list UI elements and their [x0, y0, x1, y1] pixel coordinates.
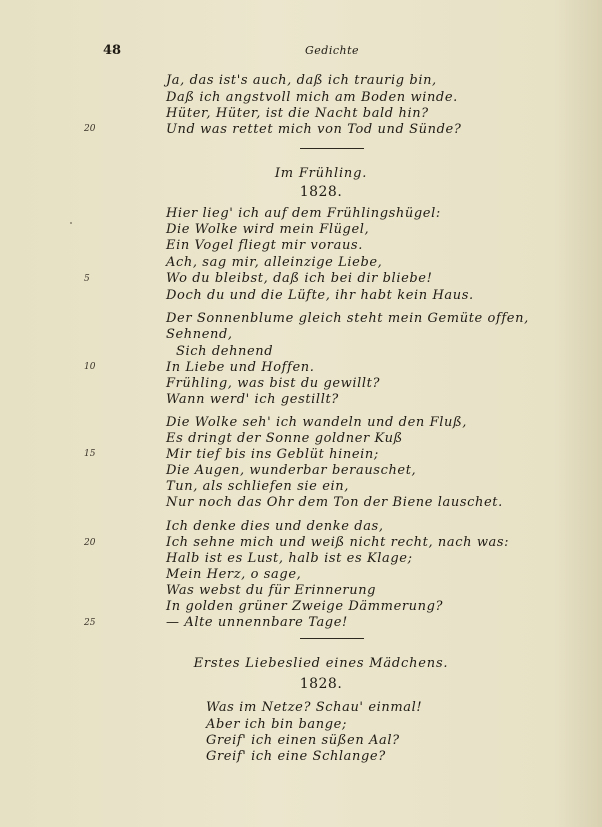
verse-line: Aber ich bin bange;: [206, 717, 347, 732]
running-head: Gedichte: [305, 44, 360, 57]
line-number: 20: [84, 538, 96, 548]
verse-line: Ich denke dies und denke das,: [166, 519, 384, 534]
verse-line: Greif' ich einen süßen Aal?: [206, 733, 400, 748]
verse-line: In golden grüner Zweige Dämmerung?: [166, 599, 444, 614]
verse-line: Ach, sag mir, alleinzige Liebe,: [166, 255, 383, 270]
verse-line: Wo du bleibst, daß ich bei dir bliebe!: [166, 271, 433, 286]
line-number: 25: [84, 618, 96, 628]
verse-line: Was im Netze? Schau' einmal!: [206, 700, 423, 715]
section-divider: [300, 638, 364, 639]
poem-title: Erstes Liebeslied eines Mädchens.: [193, 656, 449, 671]
verse-line: Mir tief bis ins Geblüt hinein;: [166, 447, 379, 462]
verse-line: In Liebe und Hoffen.: [166, 360, 315, 375]
verse-line: Wann werd' ich gestillt?: [166, 392, 339, 407]
verse-line: Der Sonnenblume gleich steht mein Gemüte offen,: [166, 311, 529, 326]
line-number: 15: [84, 449, 96, 459]
verse-line: Frühling, was bist du gewillt?: [166, 376, 381, 391]
poem-year: 1828.: [299, 184, 343, 200]
verse-line: Die Wolke wird mein Flügel,: [166, 222, 370, 237]
verse-line: — Alte unnennbare Tage!: [166, 615, 348, 630]
verse-line: Was webst du für Erinnerung: [166, 583, 377, 598]
verse-line: Tun, als schliefen sie ein,: [166, 479, 349, 494]
verse-line: Ja, das ist's auch, daß ich traurig bin,: [166, 73, 437, 88]
verse-line: Die Augen, wunderbar berauschet,: [166, 463, 417, 478]
verse-line: Ein Vogel fliegt mir voraus.: [166, 238, 363, 253]
verse-line: Hüter, Hüter, ist die Nacht bald hin?: [166, 106, 429, 121]
page-speck: [70, 222, 72, 224]
verse-line: Die Wolke seh' ich wandeln und den Fluß,: [166, 415, 467, 430]
verse-line: Greif' ich eine Schlange?: [206, 749, 386, 764]
line-number: 5: [84, 274, 90, 284]
verse-line: Doch du und die Lüfte, ihr habt kein Haus.: [166, 288, 474, 303]
section-divider: [300, 148, 364, 149]
verse-line: Daß ich angstvoll mich am Boden winde.: [166, 90, 458, 105]
verse-line: Mein Herz, o sage,: [166, 567, 302, 582]
poem-title: Im Frühling.: [274, 166, 368, 181]
verse-line: Hier lieg' ich auf dem Frühlingshügel:: [166, 206, 441, 221]
line-number: 10: [84, 362, 96, 372]
verse-line: Nur noch das Ohr dem Ton der Biene lauschet.: [166, 495, 503, 510]
page-number: 48: [103, 43, 122, 58]
line-number: 20: [84, 124, 96, 134]
verse-line: Ich sehne mich und weiß nicht recht, nach was:: [166, 535, 510, 550]
poem-year: 1828.: [299, 676, 343, 692]
verse-line: Halb ist es Lust, halb ist es Klage;: [166, 551, 413, 566]
verse-line: Sehnend,: [166, 327, 233, 342]
verse-line: Es dringt der Sonne goldner Kuß: [166, 431, 403, 446]
verse-line: Und was rettet mich von Tod und Sünde?: [166, 122, 462, 137]
verse-line: Sich dehnend: [176, 344, 274, 359]
